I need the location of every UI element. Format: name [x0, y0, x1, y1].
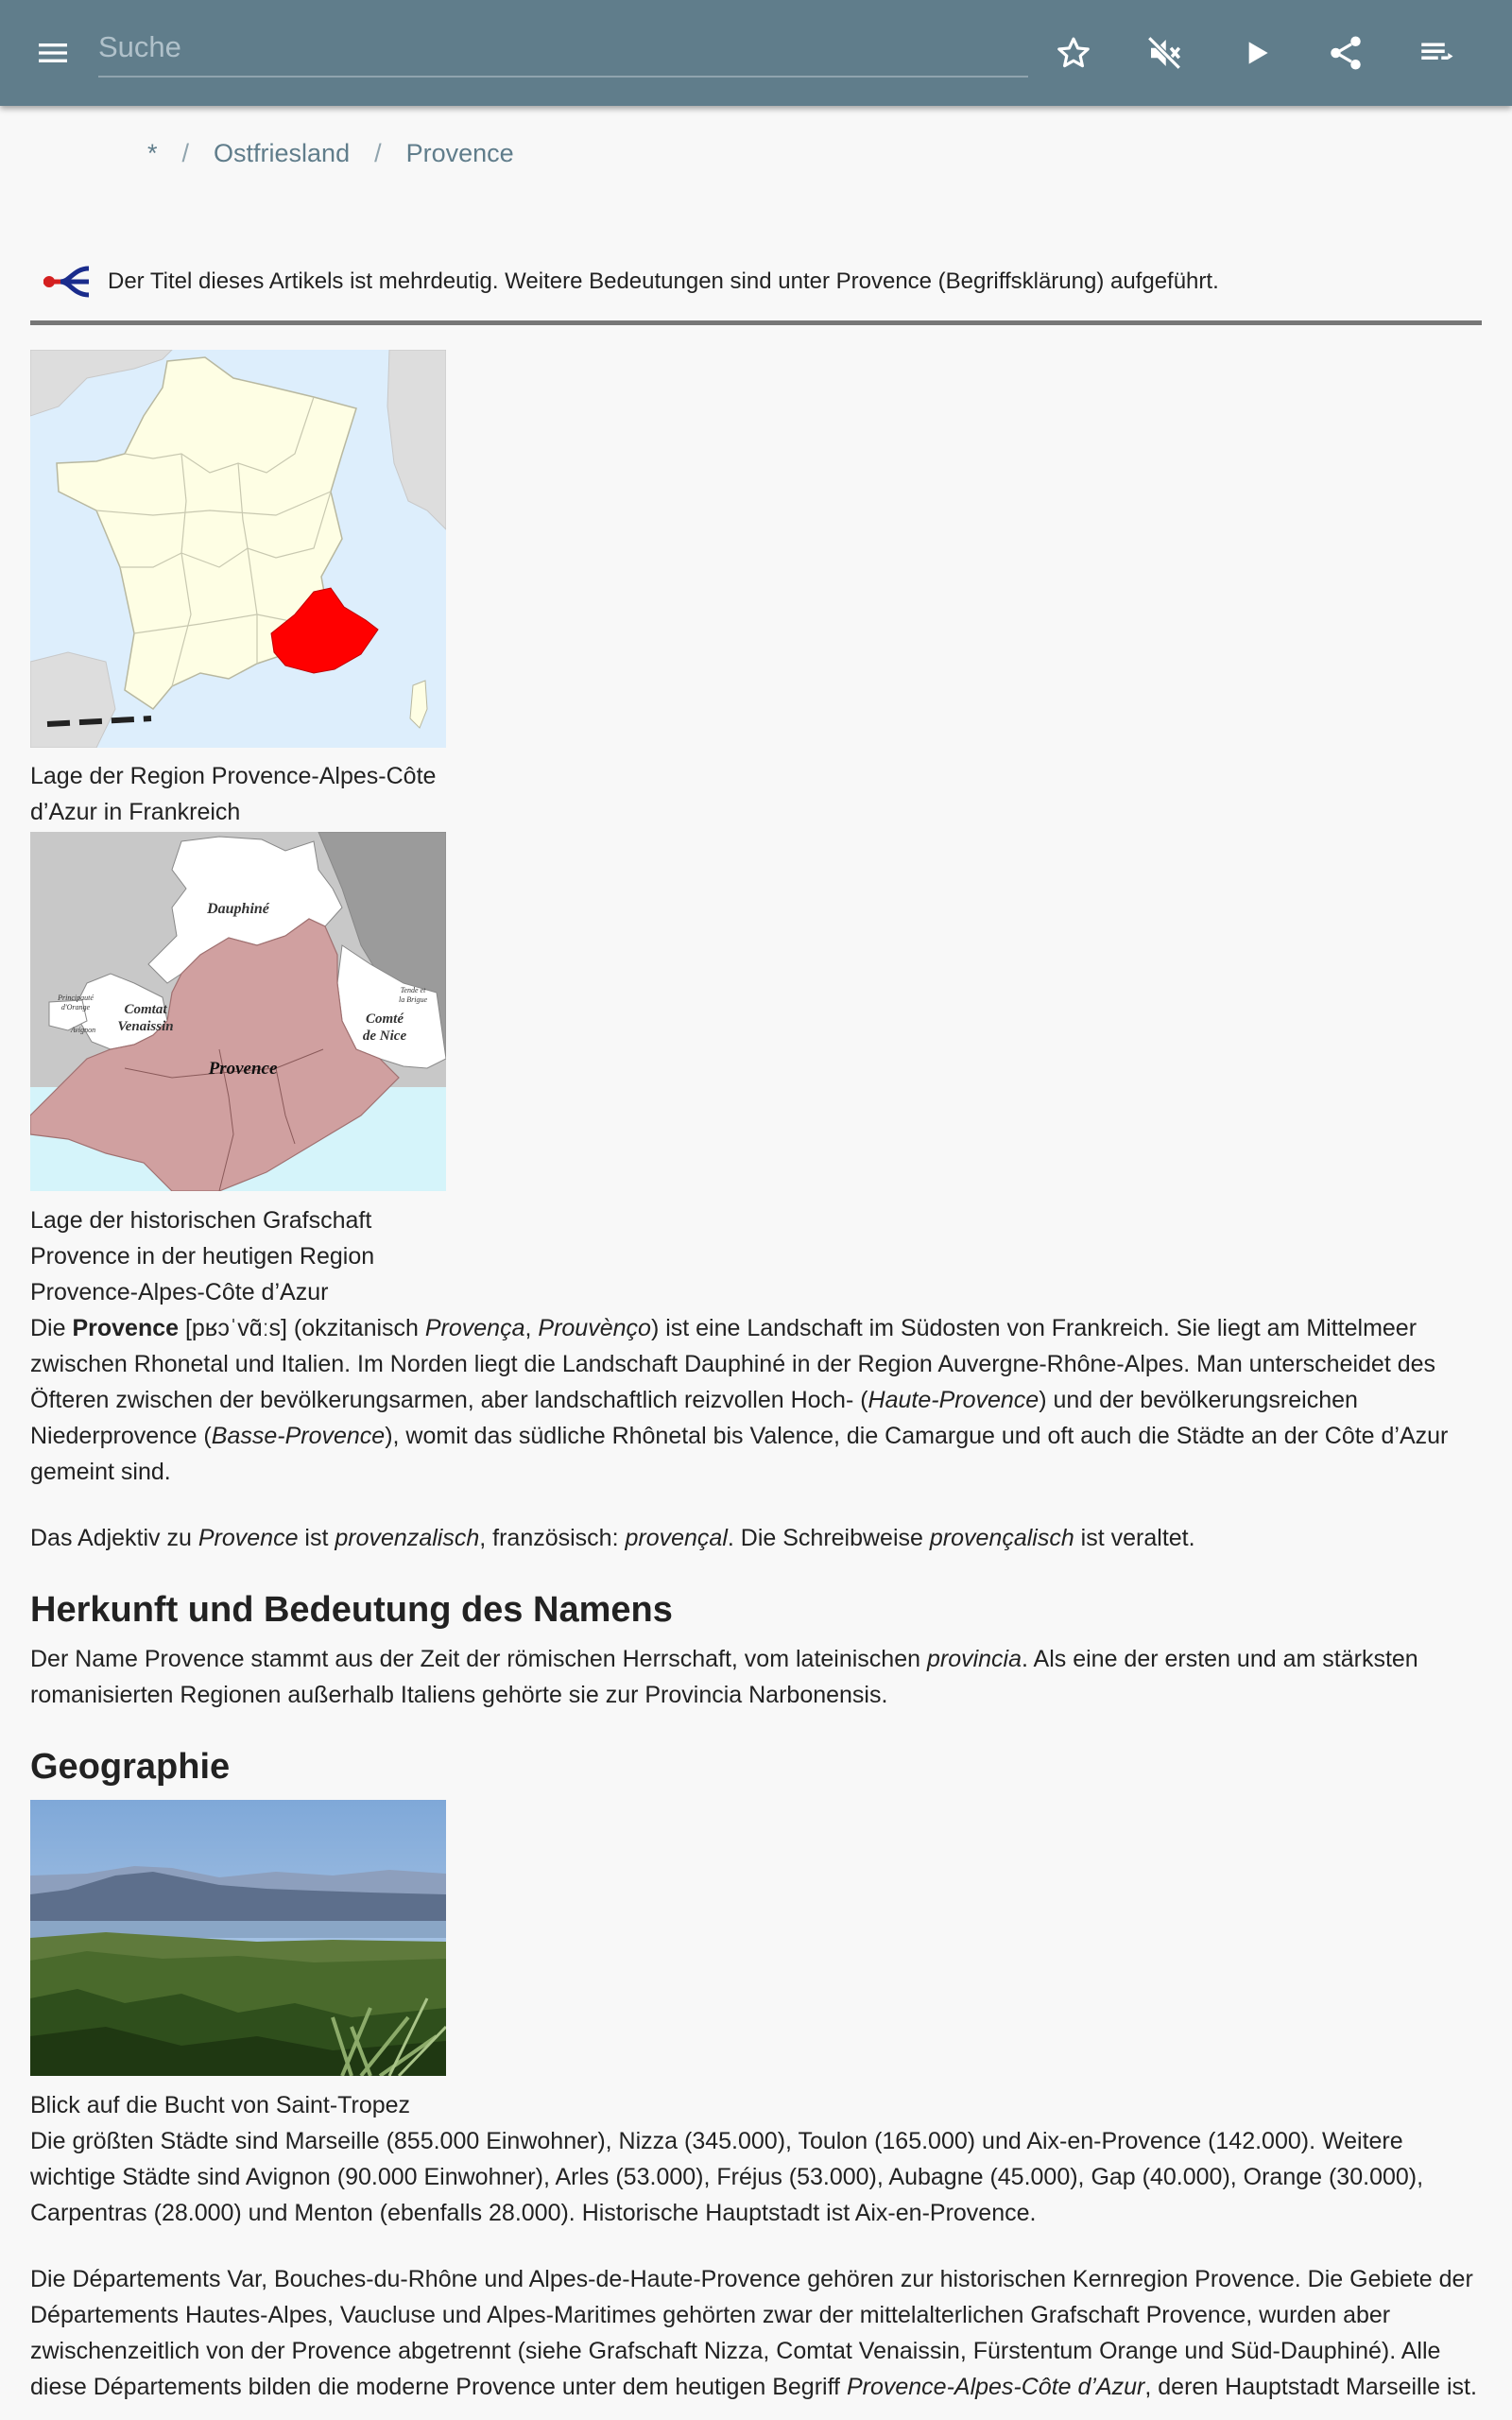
map-label-tende: Tende et	[400, 986, 426, 994]
geography-cities-paragraph: Die größten Städte sind Marseille (855.000 Einwohner), Nizza (345.000), Toulon (165.000) und Aix-en-Provence (142.000). Weitere wichtige Städte sind Avignon (90.000 Einwohner), Arles (53.000), Fréjus (53.000), Aubagne (45.000), Gap (40.000), Orange (30.000), Carpentras (28.000) und Menton (ebenfalls 28.000). Historische Hauptstadt ist Aix-en-Provence.	[30, 2128, 1424, 2226]
map-label-nice: Comté	[366, 1011, 404, 1027]
search-field[interactable]	[98, 21, 1028, 78]
map-label-orange: Principauté	[58, 994, 94, 1002]
playlist-icon	[1417, 33, 1456, 73]
adjective-paragraph: Das Adjektiv zu Provence ist provenzalisch, französisch: provençal. Die Schreibweise provençalisch ist veraltet.	[30, 1525, 1195, 1551]
name-origin-paragraph: Der Name Provence stammt aus der Zeit der römischen Herrschaft, vom lateinischen provincia. Als eine der ersten und am stärksten romanisierten Regionen außerhalb Italiens gehörte sie zur Provincia Narbonensis.	[30, 1646, 1418, 1708]
section-heading-geography: Geographie	[30, 1747, 231, 1787]
geography-departements-paragraph: Die Départements Var, Bouches-du-Rhône und Alpes-de-Haute-Provence gehören zur historischen Kernregion Provence. Die Gebiete der Départements Hautes-Alpes, Vaucluse und Alpes-Maritimes gehörten zwar der mittelalterlichen Grafschaft Provence, wurden aber zwischenzeitlich von der Provence abgetrennt (siehe Grafschaft Nizza, Comtat Venaissin, Fürstentum Orange und Süd-Dauphiné). Alle diese Départements bilden die moderne Provence unter dem heutigen Begriff Provence-Alpes-Côte d’Azur, deren Hauptstadt Marseille ist.	[30, 2266, 1477, 2400]
play-icon	[1238, 34, 1276, 72]
historical-provence-map[interactable]	[30, 832, 446, 1191]
playlist-button[interactable]	[1408, 25, 1465, 81]
breadcrumb-item-provence[interactable]: Provence	[405, 139, 514, 168]
section-heading-name-origin: Herkunft und Bedeutung des Namens	[30, 1590, 673, 1630]
figure-caption: Blick auf die Bucht von Saint-Tropez	[30, 2092, 411, 2118]
menu-icon	[34, 34, 72, 72]
map-label-tende: la Brigue	[399, 995, 427, 1004]
play-button[interactable]	[1228, 25, 1285, 81]
map-label-provence: Provence	[208, 1059, 278, 1079]
share-button[interactable]	[1317, 25, 1374, 81]
star-icon	[1054, 33, 1093, 73]
figure-caption: Lage der Region Provence-Alpes-Côte d’Azur in Frankreich	[30, 763, 437, 825]
map-label-avignon: Avignon	[70, 1026, 96, 1034]
saint-tropez-photo[interactable]	[30, 1800, 446, 2076]
breadcrumb-separator: /	[374, 139, 382, 168]
figure-caption: Lage der historischen Grafschaft Provence in der heutigen Region Provence-Alpes-Côte d’Azur	[30, 1207, 375, 1305]
breadcrumb	[147, 138, 514, 168]
map-label-nice: de Nice	[362, 1028, 407, 1044]
divider	[30, 320, 1482, 325]
disambiguation-icon	[42, 263, 91, 301]
intro-paragraph: Die Provence [pʁɔˈvɑ̃ːs] (okzitanisch Provença, Prouvènço) ist eine Landschaft im Südosten von Frankreich. Sie liegt am Mittelmeer zwischen Rhonetal und Italien. Im Norden liegt die Landschaft Dauphiné in der Region Auvergne-Rhône-Alpes. Man unterscheidet des Öfteren zwischen der bevölkerungsarmen, aber landschaftlich reizvollen Hoch- (Haute-Provence) und der bevölkerungsreichen Niederprovence (Basse-Provence), womit das südliche Rhônetal bis Valence, die Camargue und oft auch die Städte an der Côte d’Azur gemeint sind.	[30, 1315, 1449, 1485]
mute-button[interactable]	[1136, 25, 1193, 81]
app-toolbar	[0, 0, 1512, 106]
breadcrumb-home[interactable]: *	[147, 139, 158, 168]
bookmark-button[interactable]	[1045, 25, 1102, 81]
map-label-comtat: Comtat	[124, 1002, 167, 1017]
map-label-comtat: Venaissin	[117, 1019, 174, 1034]
disambiguation-note	[42, 255, 1478, 308]
search-input[interactable]	[98, 26, 1028, 68]
map-label-orange: d'Orange	[60, 1003, 91, 1011]
breadcrumb-separator: /	[181, 139, 190, 168]
france-region-map[interactable]	[30, 350, 446, 748]
breadcrumb-item-ostfriesland[interactable]: Ostfriesland	[214, 139, 351, 168]
mute-icon	[1144, 33, 1184, 73]
map-label-dauphine: Dauphiné	[207, 901, 269, 917]
share-icon	[1326, 33, 1366, 73]
menu-button[interactable]	[25, 25, 81, 81]
hatnote-text: Der Titel dieses Artikels ist mehrdeutig. Weitere Bedeutungen sind unter Provence (Begriffsklärung) aufgeführt.	[108, 268, 1219, 294]
